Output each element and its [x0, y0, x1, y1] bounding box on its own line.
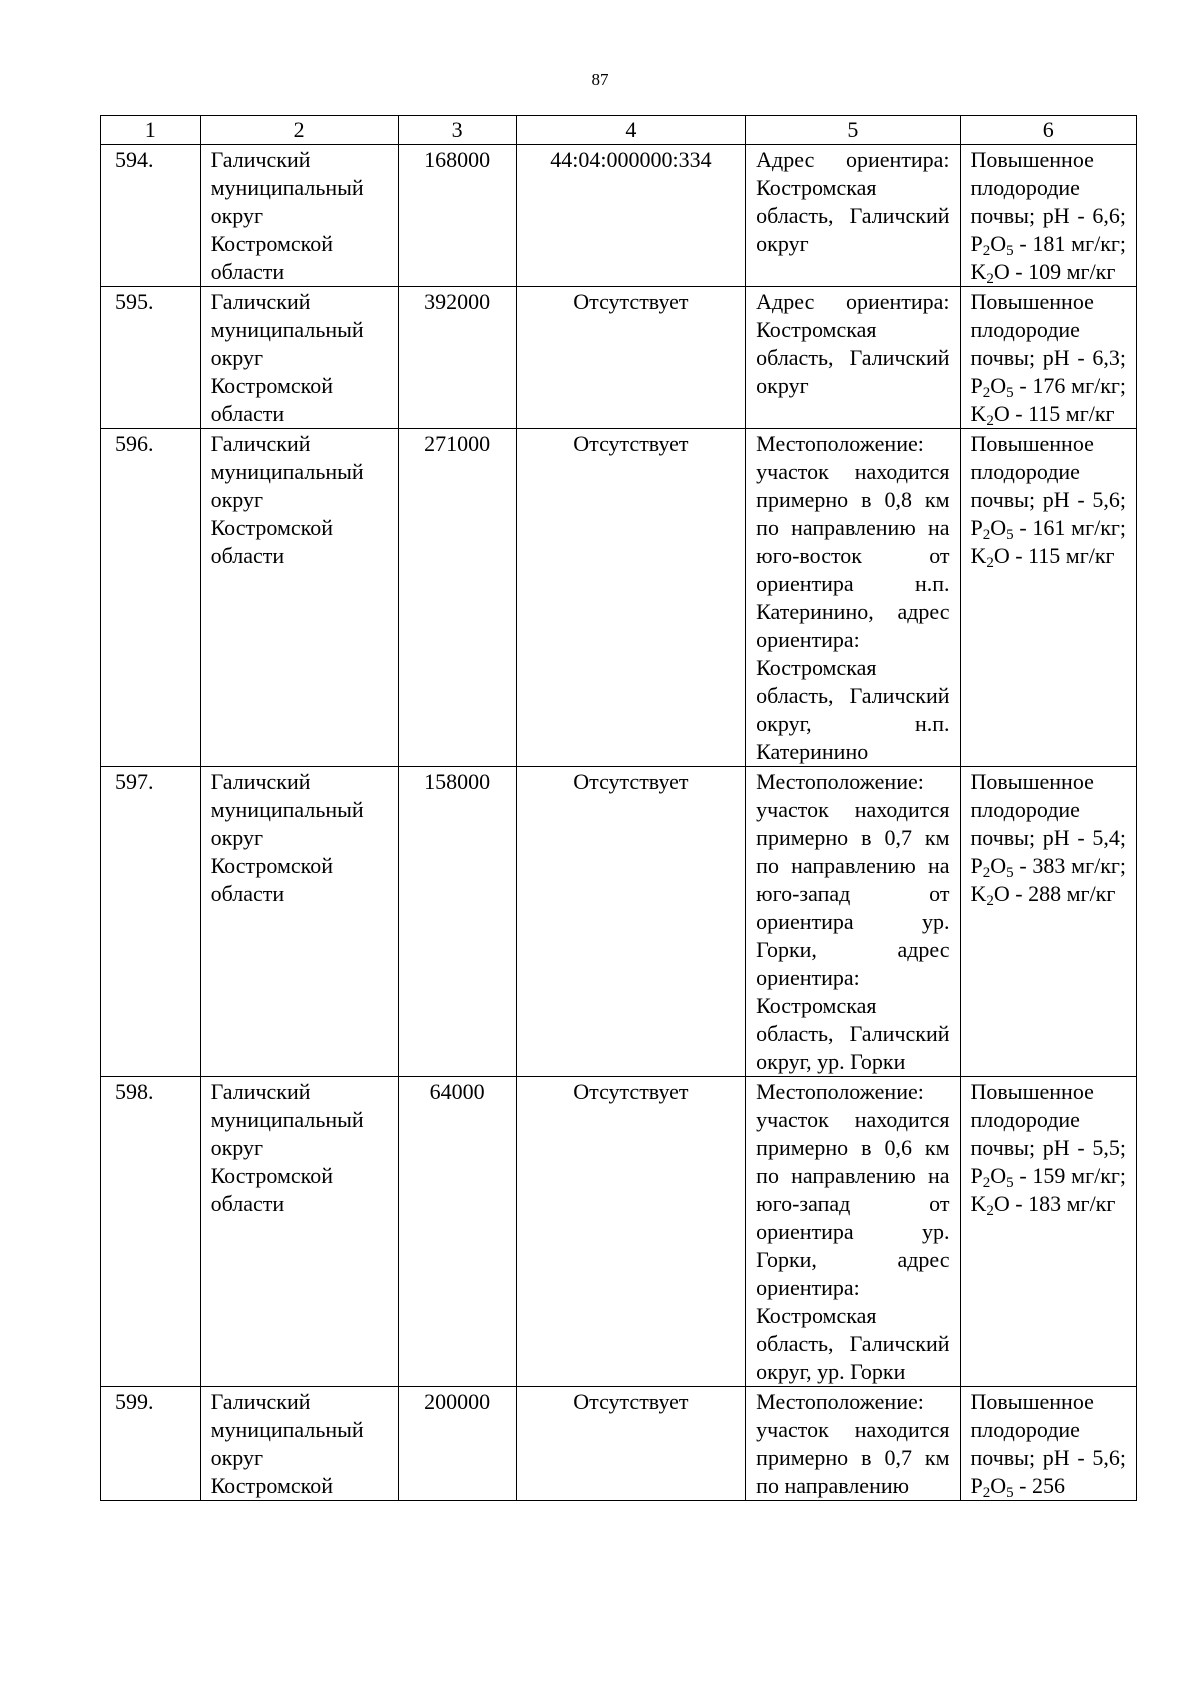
p-symbol: P — [970, 1163, 983, 1188]
dash: - — [1015, 401, 1023, 426]
soil-fertility-cell — [960, 287, 1136, 429]
subscript: 2 — [986, 1203, 994, 1219]
o-symbol: O — [990, 373, 1007, 398]
p-symbol: P — [970, 853, 983, 878]
owner-cell: Галичский муниципальный округ Костромской области — [200, 767, 398, 1077]
page-number: 87 — [591, 70, 609, 89]
soil-p2o5: 181 — [1032, 231, 1066, 256]
row-number: 598. — [101, 1077, 201, 1387]
soil-fertility-cell — [960, 145, 1136, 287]
subscript: 2 — [982, 243, 991, 259]
p-symbol: P — [970, 1473, 983, 1498]
owner-cell: Галичский муниципальный округ Костромской — [200, 1387, 398, 1501]
table-row — [101, 145, 1137, 287]
subscript: 5 — [1006, 865, 1014, 881]
soil-fertility-cell — [960, 429, 1136, 767]
soil-p2o5: 176 — [1032, 373, 1066, 398]
soil-intro: Повышенное плодородие почвы; pH - — [970, 1389, 1094, 1470]
table-row — [101, 1387, 1137, 1501]
dash: - — [1015, 259, 1023, 284]
soil-intro: Повышенное плодородие почвы; pH - — [970, 289, 1094, 370]
area-cell: 271000 — [398, 429, 516, 767]
dash: - — [1015, 881, 1023, 906]
table-row — [101, 767, 1137, 1077]
subscript: 5 — [1006, 243, 1014, 259]
table-row — [101, 287, 1137, 429]
area-cell: 392000 — [398, 287, 516, 429]
subscript: 5 — [1006, 1485, 1014, 1501]
dash: - — [1019, 515, 1027, 540]
area-cell: 168000 — [398, 145, 516, 287]
area-cell: 200000 — [398, 1387, 516, 1501]
subscript: 2 — [986, 555, 994, 571]
cadastral-number-cell: Отсутствует — [516, 1077, 746, 1387]
soil-intro: Повышенное плодородие почвы; pH - — [970, 769, 1094, 850]
column-header: 6 — [960, 116, 1136, 145]
column-header: 3 — [398, 116, 516, 145]
p-symbol: P — [970, 231, 983, 256]
unit-mgkg: мг/кг; — [1071, 231, 1127, 256]
land-registry-table — [100, 115, 1137, 1501]
k-symbol: K — [970, 401, 987, 426]
column-header: 5 — [746, 116, 960, 145]
o-symbol: O — [993, 259, 1010, 284]
soil-ph: 6,6; — [1092, 203, 1127, 228]
owner-cell: Галичский муниципальный округ Костромской области — [200, 1077, 398, 1387]
location-cell: Местоположение: участок находится примерно в 0,6 км по направлению на юго-запад от ориентира ур. Горки, адрес ориентира: Костромская область, Галичский округ, ур. Горки — [746, 1077, 960, 1387]
location-cell: Адрес ориентира: Костромская область, Галичский округ — [746, 145, 960, 287]
subscript: 5 — [1006, 527, 1014, 543]
soil-intro: Повышенное плодородие почвы; pH - — [970, 147, 1094, 228]
o-symbol: O — [990, 1163, 1007, 1188]
subscript: 2 — [986, 413, 994, 429]
subscript: 2 — [986, 271, 994, 287]
row-number: 597. — [101, 767, 201, 1077]
k-symbol: K — [970, 881, 987, 906]
cadastral-number-cell: Отсутствует — [516, 429, 746, 767]
soil-fertility-cell — [960, 767, 1136, 1077]
soil-p2o5: 159 — [1032, 1163, 1066, 1188]
owner-cell: Галичский муниципальный округ Костромской области — [200, 429, 398, 767]
subscript: 2 — [982, 385, 991, 401]
soil-p2o5: 383 — [1032, 853, 1066, 878]
o-symbol: O — [993, 1191, 1010, 1216]
owner-cell: Галичский муниципальный округ Костромской области — [200, 287, 398, 429]
row-number: 596. — [101, 429, 201, 767]
soil-ph: 5,6; — [1092, 1445, 1127, 1470]
dash: - — [1019, 373, 1027, 398]
soil-intro: Повышенное плодородие почвы; pH - — [970, 431, 1094, 512]
row-number: 599. — [101, 1387, 201, 1501]
soil-ph: 6,3; — [1092, 345, 1127, 370]
k-symbol: K — [970, 259, 987, 284]
p-symbol: P — [970, 515, 983, 540]
soil-p2o5: 256 — [1031, 1473, 1065, 1498]
o-symbol: O — [990, 231, 1007, 256]
soil-k2o: 288 мг/кг — [1028, 881, 1116, 906]
soil-fertility-cell — [960, 1387, 1136, 1501]
cadastral-number-cell: 44:04:000000:334 — [516, 145, 746, 287]
dash: - — [1015, 1191, 1023, 1216]
area-cell: 158000 — [398, 767, 516, 1077]
subscript: 5 — [1006, 385, 1014, 401]
unit-mgkg: мг/кг; — [1071, 1163, 1127, 1188]
owner-cell: Галичский муниципальный округ Костромской области — [200, 145, 398, 287]
dash: - — [1019, 231, 1027, 256]
dash: - — [1015, 543, 1023, 568]
o-symbol: O — [990, 515, 1007, 540]
soil-ph: 5,5; — [1092, 1135, 1127, 1160]
location-cell: Адрес ориентира: Костромская область, Галичский округ — [746, 287, 960, 429]
subscript: 2 — [986, 893, 994, 909]
cadastral-number-cell: Отсутствует — [516, 287, 746, 429]
soil-k2o: 109 мг/кг — [1028, 259, 1116, 284]
k-symbol: K — [970, 543, 987, 568]
subscript: 2 — [982, 1485, 991, 1501]
k-symbol: K — [970, 1191, 987, 1216]
soil-k2o: 183 мг/кг — [1028, 1191, 1116, 1216]
column-header: 1 — [101, 116, 201, 145]
soil-intro: Повышенное плодородие почвы; pH - — [970, 1079, 1094, 1160]
dash: - — [1019, 853, 1027, 878]
o-symbol: O — [993, 401, 1010, 426]
soil-fertility-cell — [960, 1077, 1136, 1387]
location-cell: Местоположение: участок находится примерно в 0,7 км по направлению — [746, 1387, 960, 1501]
soil-p2o5: 161 — [1032, 515, 1066, 540]
p-symbol: P — [970, 373, 983, 398]
table-row — [101, 429, 1137, 767]
o-symbol: O — [993, 881, 1010, 906]
table-row — [101, 1077, 1137, 1387]
subscript: 2 — [982, 865, 991, 881]
soil-k2o: 115 мг/кг — [1028, 543, 1115, 568]
table-header-row — [101, 116, 1137, 145]
soil-ph: 5,6; — [1092, 487, 1127, 512]
column-header: 2 — [200, 116, 398, 145]
soil-ph: 5,4; — [1092, 825, 1127, 850]
o-symbol: O — [990, 853, 1007, 878]
o-symbol: O — [990, 1473, 1007, 1498]
row-number: 594. — [101, 145, 201, 287]
column-header: 4 — [516, 116, 746, 145]
location-cell: Местоположение: участок находится примерно в 0,8 км по направлению на юго-восток от ориентира н.п. Катеринино, адрес ориентира: Костромская область, Галичский округ, н.п. Катеринино — [746, 429, 960, 767]
soil-k2o: 115 мг/кг — [1028, 401, 1115, 426]
dash: - — [1019, 1473, 1027, 1498]
subscript: 2 — [982, 1175, 991, 1191]
unit-mgkg: мг/кг; — [1071, 853, 1127, 878]
subscript: 2 — [982, 527, 991, 543]
cadastral-number-cell: Отсутствует — [516, 1387, 746, 1501]
location-cell: Местоположение: участок находится примерно в 0,7 км по направлению на юго-запад от ориентира ур. Горки, адрес ориентира: Костромская область, Галичский округ, ур. Горки — [746, 767, 960, 1077]
o-symbol: O — [993, 543, 1010, 568]
unit-mgkg: мг/кг; — [1071, 515, 1127, 540]
area-cell: 64000 — [398, 1077, 516, 1387]
row-number: 595. — [101, 287, 201, 429]
unit-mgkg: мг/кг; — [1071, 373, 1127, 398]
cadastral-number-cell: Отсутствует — [516, 767, 746, 1077]
subscript: 5 — [1006, 1175, 1014, 1191]
dash: - — [1019, 1163, 1027, 1188]
